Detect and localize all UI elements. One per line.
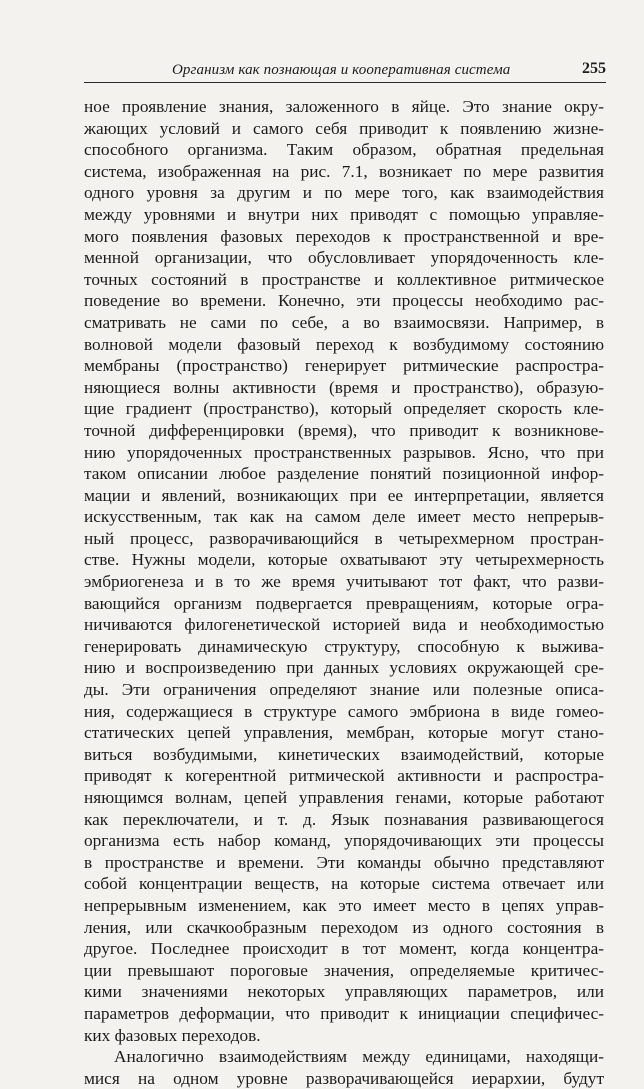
text-line: между уровнями и внутри них приводят с помощью управляе- [84,204,604,224]
text-line: сматривать не сами по себе, а во взаимосвязи. Например, в [84,312,604,332]
text-line: стве. Нужны модели, которые охватывают эту четырехмерность [84,550,604,570]
text-line: виться возбудимыми, кинетических взаимодействий, которые [84,744,604,764]
running-title: Организм как познающая и кооперативная система [172,62,511,78]
text-line: ный процесс, разворачивающийся в четырехмерном простран- [84,528,604,548]
text-line: собой концентрации веществ, на которые система отвечает или [84,874,604,894]
page-number: 255 [582,60,606,77]
body-text [84,96,604,1089]
text-line: мися на одном уровне разворачивающейся иерархии, будут [84,1068,604,1088]
text-line: организма есть набор команд, упорядочивающих эти процессы [84,831,604,851]
text-line: способного организма. Таким образом, обратная предельная [84,140,604,160]
text-line: мого появления фазовых переходов к пространственной и вре- [84,226,604,246]
text-line: другое. Последнее происходит в тот момент, когда концентра- [84,939,604,959]
text-line: мембраны (пространство) генерирует ритмические распростра- [84,356,604,376]
running-header [84,60,606,84]
text-line: вающийся организм подвергается превращениям, которые огра- [84,593,604,613]
text-line: менной организации, что обусловливает упорядоченность клe- [84,248,604,268]
text-line: точных состояний в пространстве и коллективное ритмическое [84,269,604,289]
text-line: волновой модели фазовый переход к возбудимому состоянию [84,334,604,354]
text-line: параметров деформации, что приводит к инициации специфичес- [84,1003,604,1023]
text-line: нию упорядоченных пространственных разрывов. Ясно, что при [84,442,604,462]
text-line: одного уровня за другим и по мере того, как взаимодействия [84,183,604,203]
text-line: няющиеся волны активности (время и пространство), образую- [84,377,604,397]
text-line: ния, содержащиеся в структуре самого эмбриона в виде гомео- [84,701,604,721]
text-line: мации и явлений, возникающих при ее интерпретации, является [84,485,604,505]
text-line: щие градиент (пространство), который определяет скорость кле- [84,399,604,419]
text-line: ничиваются филогенетической историей вида и необходимостью [84,615,604,635]
text-line: таком описании любое разделение понятий позиционной инфор- [84,464,604,484]
text-line: жающих условий и самого себя приводит к появлению жизне- [84,118,604,138]
text-line: ции превышают пороговые значения, определяемые критичес- [84,960,604,980]
text-line: няющимся волнам, цепей управления генами, которые работают [84,788,604,807]
text-line: ления, или скачкообразным переходом из одного состояния в [84,917,604,937]
text-line: искусственным, так как на самом деле имеет место непрерыв- [84,507,604,527]
text-line: эмбриогенеза и в то же время учитывают тот факт, что разви- [84,572,604,592]
text-line: нию и воспроизведению при данных условиях окружающей сре- [84,658,604,678]
text-line: в пространстве и времени. Эти команды обычно представляют [84,852,604,872]
text-line: статических цепей управления, мембран, которые могут стано- [84,723,604,743]
paragraph-start-line: Аналогично взаимодействиям между единицами, находящи- [114,1047,604,1067]
text-line: ное проявление знания, заложенного в яйце. Это знание окру- [84,97,604,116]
text-line: точной дифференцировки (время), что приводит к возникнове- [84,420,604,440]
text-line: как переключатели, и т. д. Язык познавания развивающегося [84,809,604,829]
header-rule [84,82,606,83]
text-line: кими значениями некоторых управляющих параметров, или [84,982,604,1002]
text-line: поведение во времени. Конечно, эти процессы необходимо рас- [84,291,604,311]
paragraph-end-line: ких фазовых переходов. [84,1025,261,1045]
text-line: непрерывным изменением, как это имеет место в цепях управ- [84,895,604,915]
text-line: приводят к когерентной ритмической активности и распростра- [84,766,604,786]
text-line: система, изображенная на рис. 7.1, возникает по мере развития [84,161,604,181]
text-line: генерировать динамическую структуру, способную к выжива- [84,636,604,656]
text-line: ды. Эти ограничения определяют знание или полезные описа- [84,680,604,700]
